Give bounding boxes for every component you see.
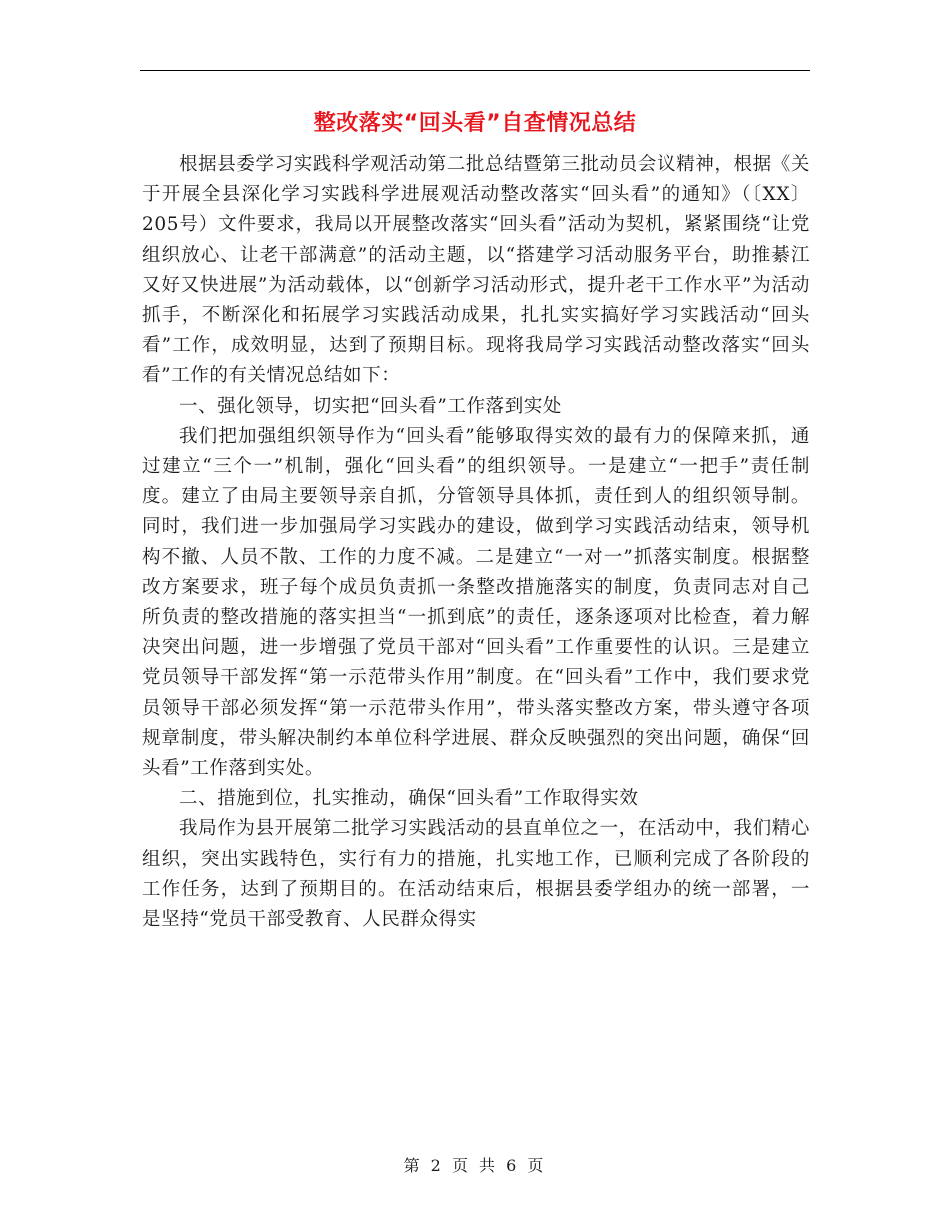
intro-paragraph: 根据县委学习实践科学观活动第二批总结暨第三批动员会议精神，根据《关于开展全县深化学习实践科学进展观活动整改落实“回头看”的通知》（〔XX〕205号）文件要求，我局以开展整改落实“回头看”活动为契机，紧紧围绕“让党组织放心、让老干部满意”的活动主题，以“搭建学习活动服务平台，助推綦江又好又快进展”为活动载体，以“创新学习活动形式，提升老干工作水平”为活动抓手，不断深化和拓展学习实践活动成果，扎扎实实搞好学习实践活动“回头看”工作，成效明显，达到了预期目标。现将我局学习实践活动整改落实“回头看”工作的有关情况总结如下： <box>142 154 810 387</box>
section-2-paragraph: 我局作为县开展第二批学习实践活动的县直单位之一，在活动中，我们精心组织，突出实践特色，实行有力的措施，扎实地工作，已顺利完成了各阶段的工作任务，达到了预期目的。在活动结束后，根据县委学组办的统一部署，一是坚持“党员干部受教育、人民群众得实 <box>142 818 810 931</box>
document-body <box>142 150 810 935</box>
section-heading-1: 一、强化领导，切实把“回头看”工作落到实处 <box>179 395 563 417</box>
document-title: 整改落实“回头看”自查情况总结 <box>313 111 637 136</box>
section-heading-2: 二、措施到位，扎实推动，确保“回头看”工作取得实效 <box>179 788 639 810</box>
page-number: 第 2 页 共 6 页 <box>403 1156 547 1175</box>
section-1-paragraph: 我们把加强组织领导作为“回头看”能够取得实效的最有力的保障来抓，通过建立“三个一”机制，强化“回头看”的组织领导。一是建立“一把手”责任制度。建立了由局主要领导亲自抓，分管领导具体抓，责任到人的组织领导制。同时，我们进一步加强局学习实践办的建设，做到学习实践活动结束，领导机构不撤、人员不散、工作的力度不减。二是建立“一对一”抓落实制度。根据整改方案要求，班子每个成员负责抓一条整改措施落实的制度，负责同志对自己所负责的整改措施的落实担当“一抓到底”的责任，逐条逐项对比检查，着力解决突出问题，进一步增强了党员干部对“回头看”工作重要性的认识。三是建立党员领导干部发挥“第一示范带头作用”制度。在“回头看”工作中，我们要求党员领导干部必须发挥“第一示范带头作用”，带头落实整改方案，带头遵守各项规章制度，带头解决制约本单位科学进展、群众反映强烈的突出问题，确保“回头看”工作落到实处。 <box>142 425 810 780</box>
header-rule <box>140 70 810 71</box>
